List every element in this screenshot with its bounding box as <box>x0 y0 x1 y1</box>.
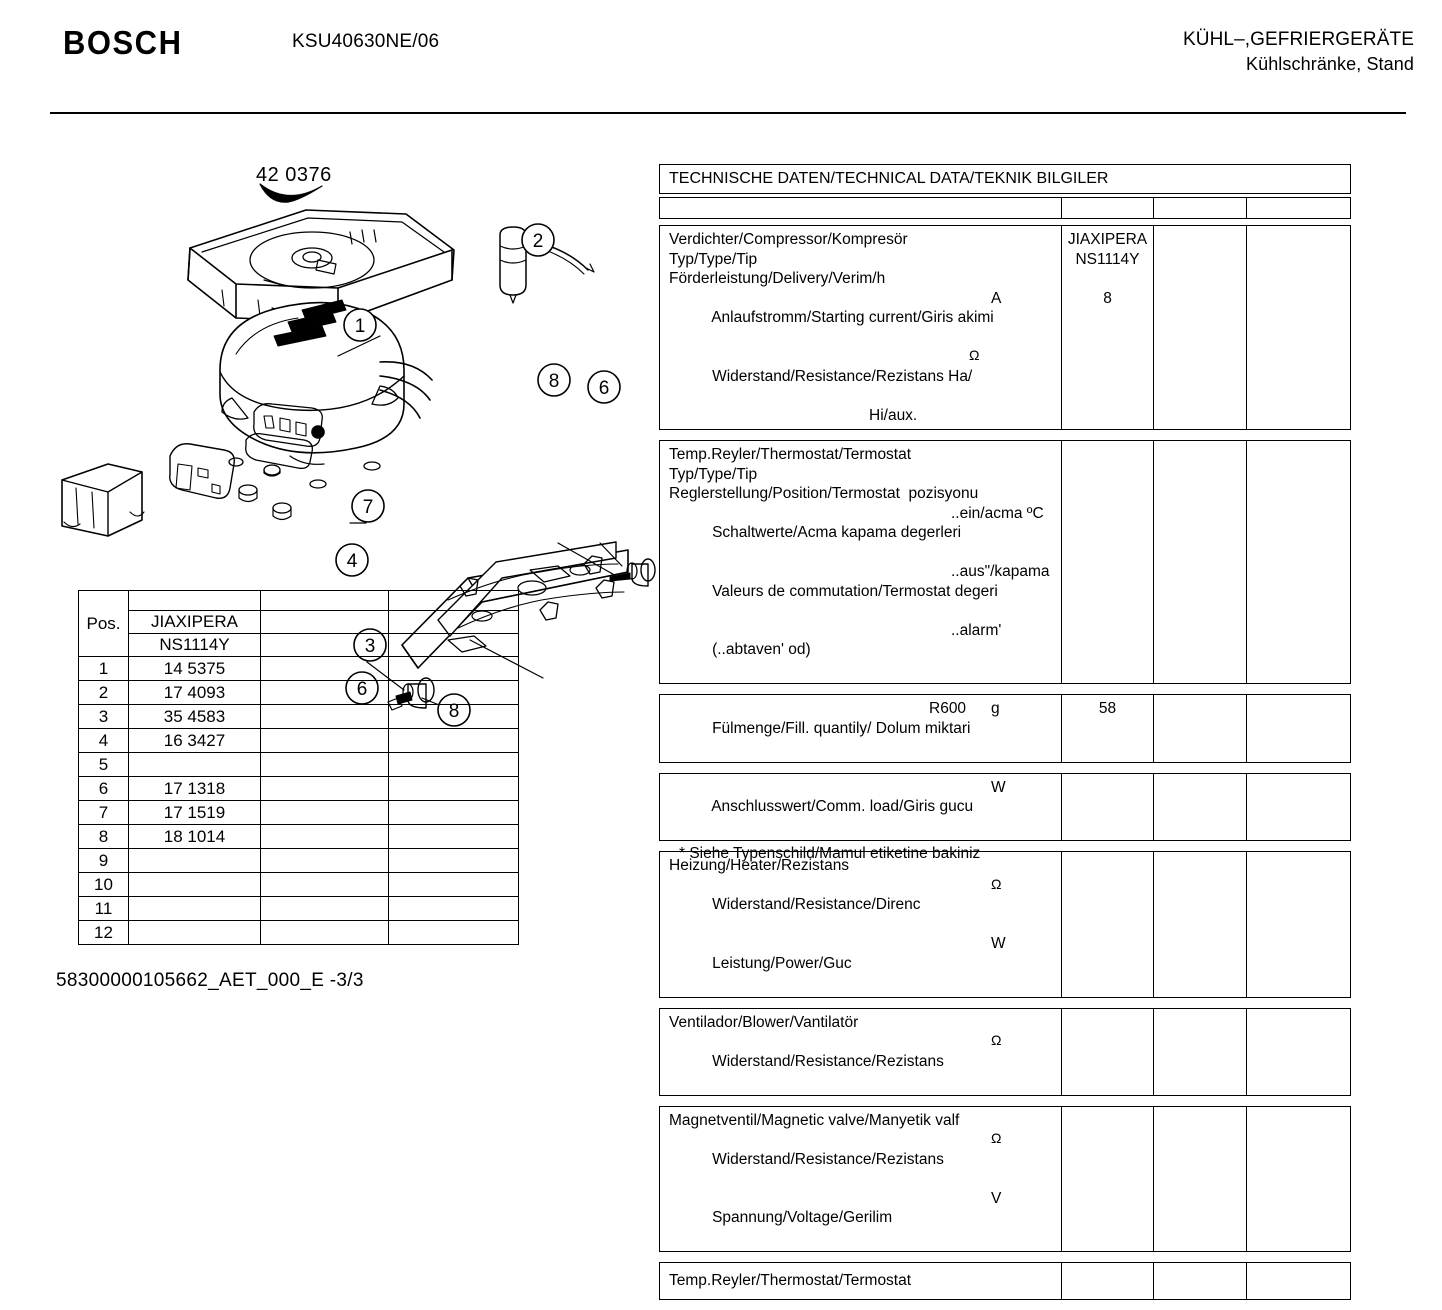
compressor-line-5-wrap <box>669 347 1061 406</box>
table-row <box>79 729 519 753</box>
heater-line-2: Widerstand/Resistance/Direnc <box>712 896 921 913</box>
header-cell-b-type <box>261 634 389 657</box>
model-number: KSU40630NE/06 <box>292 31 440 52</box>
blower-value-col-1 <box>1061 1009 1153 1095</box>
fill-label: Fülmenge/Fill. quantily/ Dolum miktari <box>712 719 971 737</box>
thermostat-line-1: Temp.Reyler/Thermostat/Termostat <box>669 446 912 463</box>
row-pos: 12 <box>79 921 129 945</box>
row-part-a <box>129 753 261 777</box>
tech-block-fill-quantity <box>659 694 1351 763</box>
parts-table-type-row <box>79 634 519 657</box>
heater-value-col-3 <box>1246 852 1350 997</box>
clip-part-icon <box>260 184 322 202</box>
callout-4: 4 <box>346 551 358 572</box>
row-part-c <box>389 777 519 801</box>
valve-line-3-wrap <box>669 1189 1061 1248</box>
category-line-1: KÜHL–,GEFRIERGERÄTE <box>1182 29 1414 50</box>
load-value-col-3 <box>1246 774 1350 841</box>
row-part-a: 14 5375 <box>129 657 261 681</box>
fill-value-col-2 <box>1153 695 1246 762</box>
compressor-brand-value: JIAXIPERA <box>1067 231 1148 248</box>
valve-line-2-wrap <box>669 1130 1061 1189</box>
table-row <box>79 705 519 729</box>
header-cell-a-blank <box>129 591 261 611</box>
thermostat-line-5: Valeurs de commutation/Termostat degeri <box>712 582 998 600</box>
compressor-line-1: Verdichter/Compressor/Kompresör <box>669 231 908 248</box>
thermostat-line-6-wrap <box>669 621 1061 680</box>
row-pos: 3 <box>79 705 129 729</box>
row-part-c <box>389 681 519 705</box>
table-row <box>79 849 519 873</box>
thermostat-values-col-2 <box>1153 441 1246 683</box>
table-row <box>79 777 519 801</box>
row-pos: 11 <box>79 897 129 921</box>
row-part-a: 17 1318 <box>129 777 261 801</box>
row-pos: 5 <box>79 753 129 777</box>
row-part-a <box>129 897 261 921</box>
tech-header-col-1 <box>1061 198 1153 218</box>
fill-value: 58 <box>1098 700 1117 717</box>
heater-labels <box>660 852 1061 997</box>
valve-unit-resistance: Ω <box>991 1130 1002 1146</box>
load-line-wrap <box>669 778 1061 837</box>
parts-table-header-blank-row <box>79 591 519 611</box>
parts-table-brand-row <box>79 611 519 634</box>
row-part-b <box>261 681 389 705</box>
heater-line-3-wrap <box>669 934 1061 993</box>
heater-line-2-wrap <box>669 876 1061 935</box>
thermostat-line-3: Reglerstellung/Position/Termostat pozisyonu <box>669 485 979 502</box>
row-part-a: 35 4583 <box>129 705 261 729</box>
heater-value-col-1 <box>1061 852 1153 997</box>
callout-2: 2 <box>532 231 544 252</box>
blower-line-2: Widerstand/Resistance/Rezistans <box>712 1052 944 1070</box>
callout-6-top: 6 <box>598 378 610 399</box>
row-part-c <box>389 921 519 945</box>
valve-value-col-1 <box>1061 1107 1153 1252</box>
row-part-b <box>261 657 389 681</box>
row-part-b <box>261 873 389 897</box>
row-part-a: 18 1014 <box>129 825 261 849</box>
thermostat-values-col-1 <box>1061 441 1153 683</box>
compressor-values-col-2 <box>1153 226 1246 429</box>
table-row <box>79 753 519 777</box>
tech-block-connected-load <box>659 773 1351 842</box>
row-part-b <box>261 921 389 945</box>
fill-refrigerant: R600 <box>929 700 967 717</box>
row-part-a: 17 4093 <box>129 681 261 705</box>
row-pos: 10 <box>79 873 129 897</box>
row-part-c <box>389 657 519 681</box>
fill-labels <box>660 695 1061 762</box>
compressor-values-col-1 <box>1061 226 1153 429</box>
blower-labels <box>660 1009 1061 1095</box>
compressor-body <box>220 300 432 453</box>
heater-line-3: Leistung/Power/Guc <box>712 954 852 972</box>
compressor-type-value: NS1114Y <box>1075 250 1140 268</box>
compressor-current-value: 8 <box>1103 289 1112 307</box>
row-part-a <box>129 849 261 873</box>
valve-value-col-3 <box>1246 1107 1350 1252</box>
thermostat-line-6: (..abtaven' od) <box>712 641 811 658</box>
table-row <box>79 801 519 825</box>
thermostat-note-aus: ..aus"/kapama <box>951 563 1050 580</box>
document-id: 58300000105662_AET_000_E -3/3 <box>56 970 364 991</box>
valve-labels <box>660 1107 1061 1252</box>
callout-3: 3 <box>364 636 376 657</box>
row-pos: 7 <box>79 801 129 825</box>
heater-unit-resistance: Ω <box>991 875 1002 892</box>
table-row <box>79 657 519 681</box>
load-label: Anschlusswert/Comm. load/Giris gucu <box>711 798 974 815</box>
tech-title-block <box>659 164 1351 194</box>
callout-6-bottom: 6 <box>356 679 368 700</box>
pos-header-label: Pos. <box>86 613 121 633</box>
valve-line-1: Magnetventil/Magnetic valve/Manyetik valf <box>669 1111 960 1129</box>
table-row <box>79 921 519 945</box>
row-part-b <box>261 801 389 825</box>
row-part-c <box>389 849 519 873</box>
technical-data-footnote: * Siehe Typenschild/Mamul etiketine bakiniz <box>679 845 981 862</box>
callout-8-top: 8 <box>548 371 560 392</box>
tech-block-heater <box>659 851 1351 998</box>
bosch-logo: BOSCH <box>63 24 183 62</box>
compressor-line-2: Typ/Type/Tip <box>669 250 758 268</box>
row-part-a: 17 1519 <box>129 801 261 825</box>
blower-value-col-2 <box>1153 1009 1246 1095</box>
compressor-line-4: Anlaufstromm/Starting current/Giris akimi <box>711 309 994 326</box>
thermostat-values-col-3 <box>1246 441 1350 683</box>
compressor-labels <box>660 226 1061 429</box>
tech-title: TECHNISCHE DATEN/TECHNICAL DATA/TEKNIK BILGILER <box>669 170 1109 187</box>
heater-unit-power: W <box>991 935 1006 952</box>
row-part-b <box>261 897 389 921</box>
thermostat-line-4-wrap <box>669 504 1061 563</box>
fill-value-col-3 <box>1246 695 1350 762</box>
row-pos: 4 <box>79 729 129 753</box>
parts-list-table <box>78 590 519 945</box>
part-number-label: 42 0376 <box>256 164 332 186</box>
header-cell-b-brand <box>261 611 389 634</box>
thermostat2-value-col-3 <box>1246 1263 1350 1299</box>
blower-unit-resistance: Ω <box>991 1032 1002 1048</box>
row-part-b <box>261 825 389 849</box>
row-part-c <box>389 729 519 753</box>
header-cell-c-type <box>389 634 519 657</box>
compressor-unit-current: A <box>991 289 1002 307</box>
tech-column-header-strip <box>659 197 1351 219</box>
header-cell-b-blank <box>261 591 389 611</box>
row-part-c <box>389 801 519 825</box>
row-pos: 2 <box>79 681 129 705</box>
valve-line-3: Spannung/Voltage/Gerilim <box>712 1209 893 1226</box>
row-part-b <box>261 777 389 801</box>
category-line-2: Kühlschränke, Stand <box>1245 53 1414 74</box>
blower-value-col-3 <box>1246 1009 1350 1095</box>
tech-block-thermostat-2 <box>659 1262 1351 1300</box>
tech-header-col-2 <box>1153 198 1246 218</box>
table-row <box>79 825 519 849</box>
row-part-c <box>389 753 519 777</box>
thermostat-line-2: Typ/Type/Tip <box>669 465 758 483</box>
load-unit: W <box>991 778 1006 796</box>
header-divider <box>50 112 1406 114</box>
thermostat-note-alarm: ..alarm' <box>951 621 1002 639</box>
compressor-line-5: Widerstand/Resistance/Rezistans Ha/ <box>712 367 973 385</box>
row-pos: 9 <box>79 849 129 873</box>
parts-table-pos-header <box>79 591 129 657</box>
compressor-line-3: Förderleistung/Delivery/Verim/h <box>669 270 886 287</box>
row-part-c <box>389 873 519 897</box>
table-row <box>79 873 519 897</box>
parts-brand-header: JIAXIPERA <box>129 611 261 634</box>
compressor-unit-resistance: Ω <box>969 347 980 363</box>
heater-value-col-2 <box>1153 852 1246 997</box>
row-part-a: 16 3427 <box>129 729 261 753</box>
tech-block-compressor <box>659 225 1351 430</box>
row-part-b <box>261 729 389 753</box>
fill-line-wrap <box>669 699 1061 758</box>
thermostat-note-ein: ..ein/acma ºC <box>951 504 1044 522</box>
header-cell-c-brand <box>389 611 519 634</box>
tech-header-col-3 <box>1246 198 1350 218</box>
compressor-line-4-wrap <box>669 289 1061 348</box>
compressor-values-col-3 <box>1246 226 1350 429</box>
compressor-line-6: Hi/aux. <box>869 406 918 424</box>
fill-unit: g <box>991 700 1000 717</box>
row-part-c <box>389 897 519 921</box>
heater-line-1: Heizung/Heater/Rezistans <box>669 857 850 874</box>
valve-value-col-2 <box>1153 1107 1246 1252</box>
tech-header-label-col <box>660 198 1061 218</box>
row-pos: 8 <box>79 825 129 849</box>
thermostat2-value-col-1 <box>1061 1263 1153 1299</box>
table-row <box>79 681 519 705</box>
tech-block-thermostat <box>659 440 1351 684</box>
callout-7: 7 <box>362 497 374 518</box>
header-cell-c-blank <box>389 591 519 611</box>
thermostat2-labels <box>660 1263 1061 1299</box>
blower-line-1: Ventilador/Blower/Vantilatör <box>669 1013 859 1031</box>
parts-type-header: NS1114Y <box>129 634 261 657</box>
callout-8-bottom: 8 <box>448 701 460 722</box>
row-part-a <box>129 921 261 945</box>
technical-data-section <box>659 164 1351 1310</box>
tech-block-magnetic-valve <box>659 1106 1351 1253</box>
row-pos: 1 <box>79 657 129 681</box>
load-labels <box>660 774 1061 841</box>
row-part-c <box>389 705 519 729</box>
row-part-b <box>261 705 389 729</box>
row-part-b <box>261 849 389 873</box>
fill-value-col-1 <box>1061 695 1153 762</box>
blower-line-2-wrap <box>669 1032 1061 1091</box>
row-part-a <box>129 873 261 897</box>
tech-block-blower <box>659 1008 1351 1096</box>
valve-unit-voltage: V <box>991 1189 1002 1207</box>
thermostat-line-4: Schaltwerte/Acma kapama degerleri <box>712 524 962 541</box>
thermostat2-line-1: Temp.Reyler/Thermostat/Termostat <box>669 1272 912 1289</box>
row-pos: 6 <box>79 777 129 801</box>
thermostat-labels <box>660 441 1061 683</box>
appliance-category <box>1183 28 1414 76</box>
load-value-col-2 <box>1153 774 1246 841</box>
table-row <box>79 897 519 921</box>
load-value-col-1 <box>1061 774 1153 841</box>
row-part-c <box>389 825 519 849</box>
thermostat2-value-col-2 <box>1153 1263 1246 1299</box>
valve-line-2: Widerstand/Resistance/Rezistans <box>712 1150 944 1168</box>
row-part-b <box>261 753 389 777</box>
callout-1: 1 <box>354 316 366 337</box>
thermostat-line-5-wrap <box>669 562 1061 621</box>
